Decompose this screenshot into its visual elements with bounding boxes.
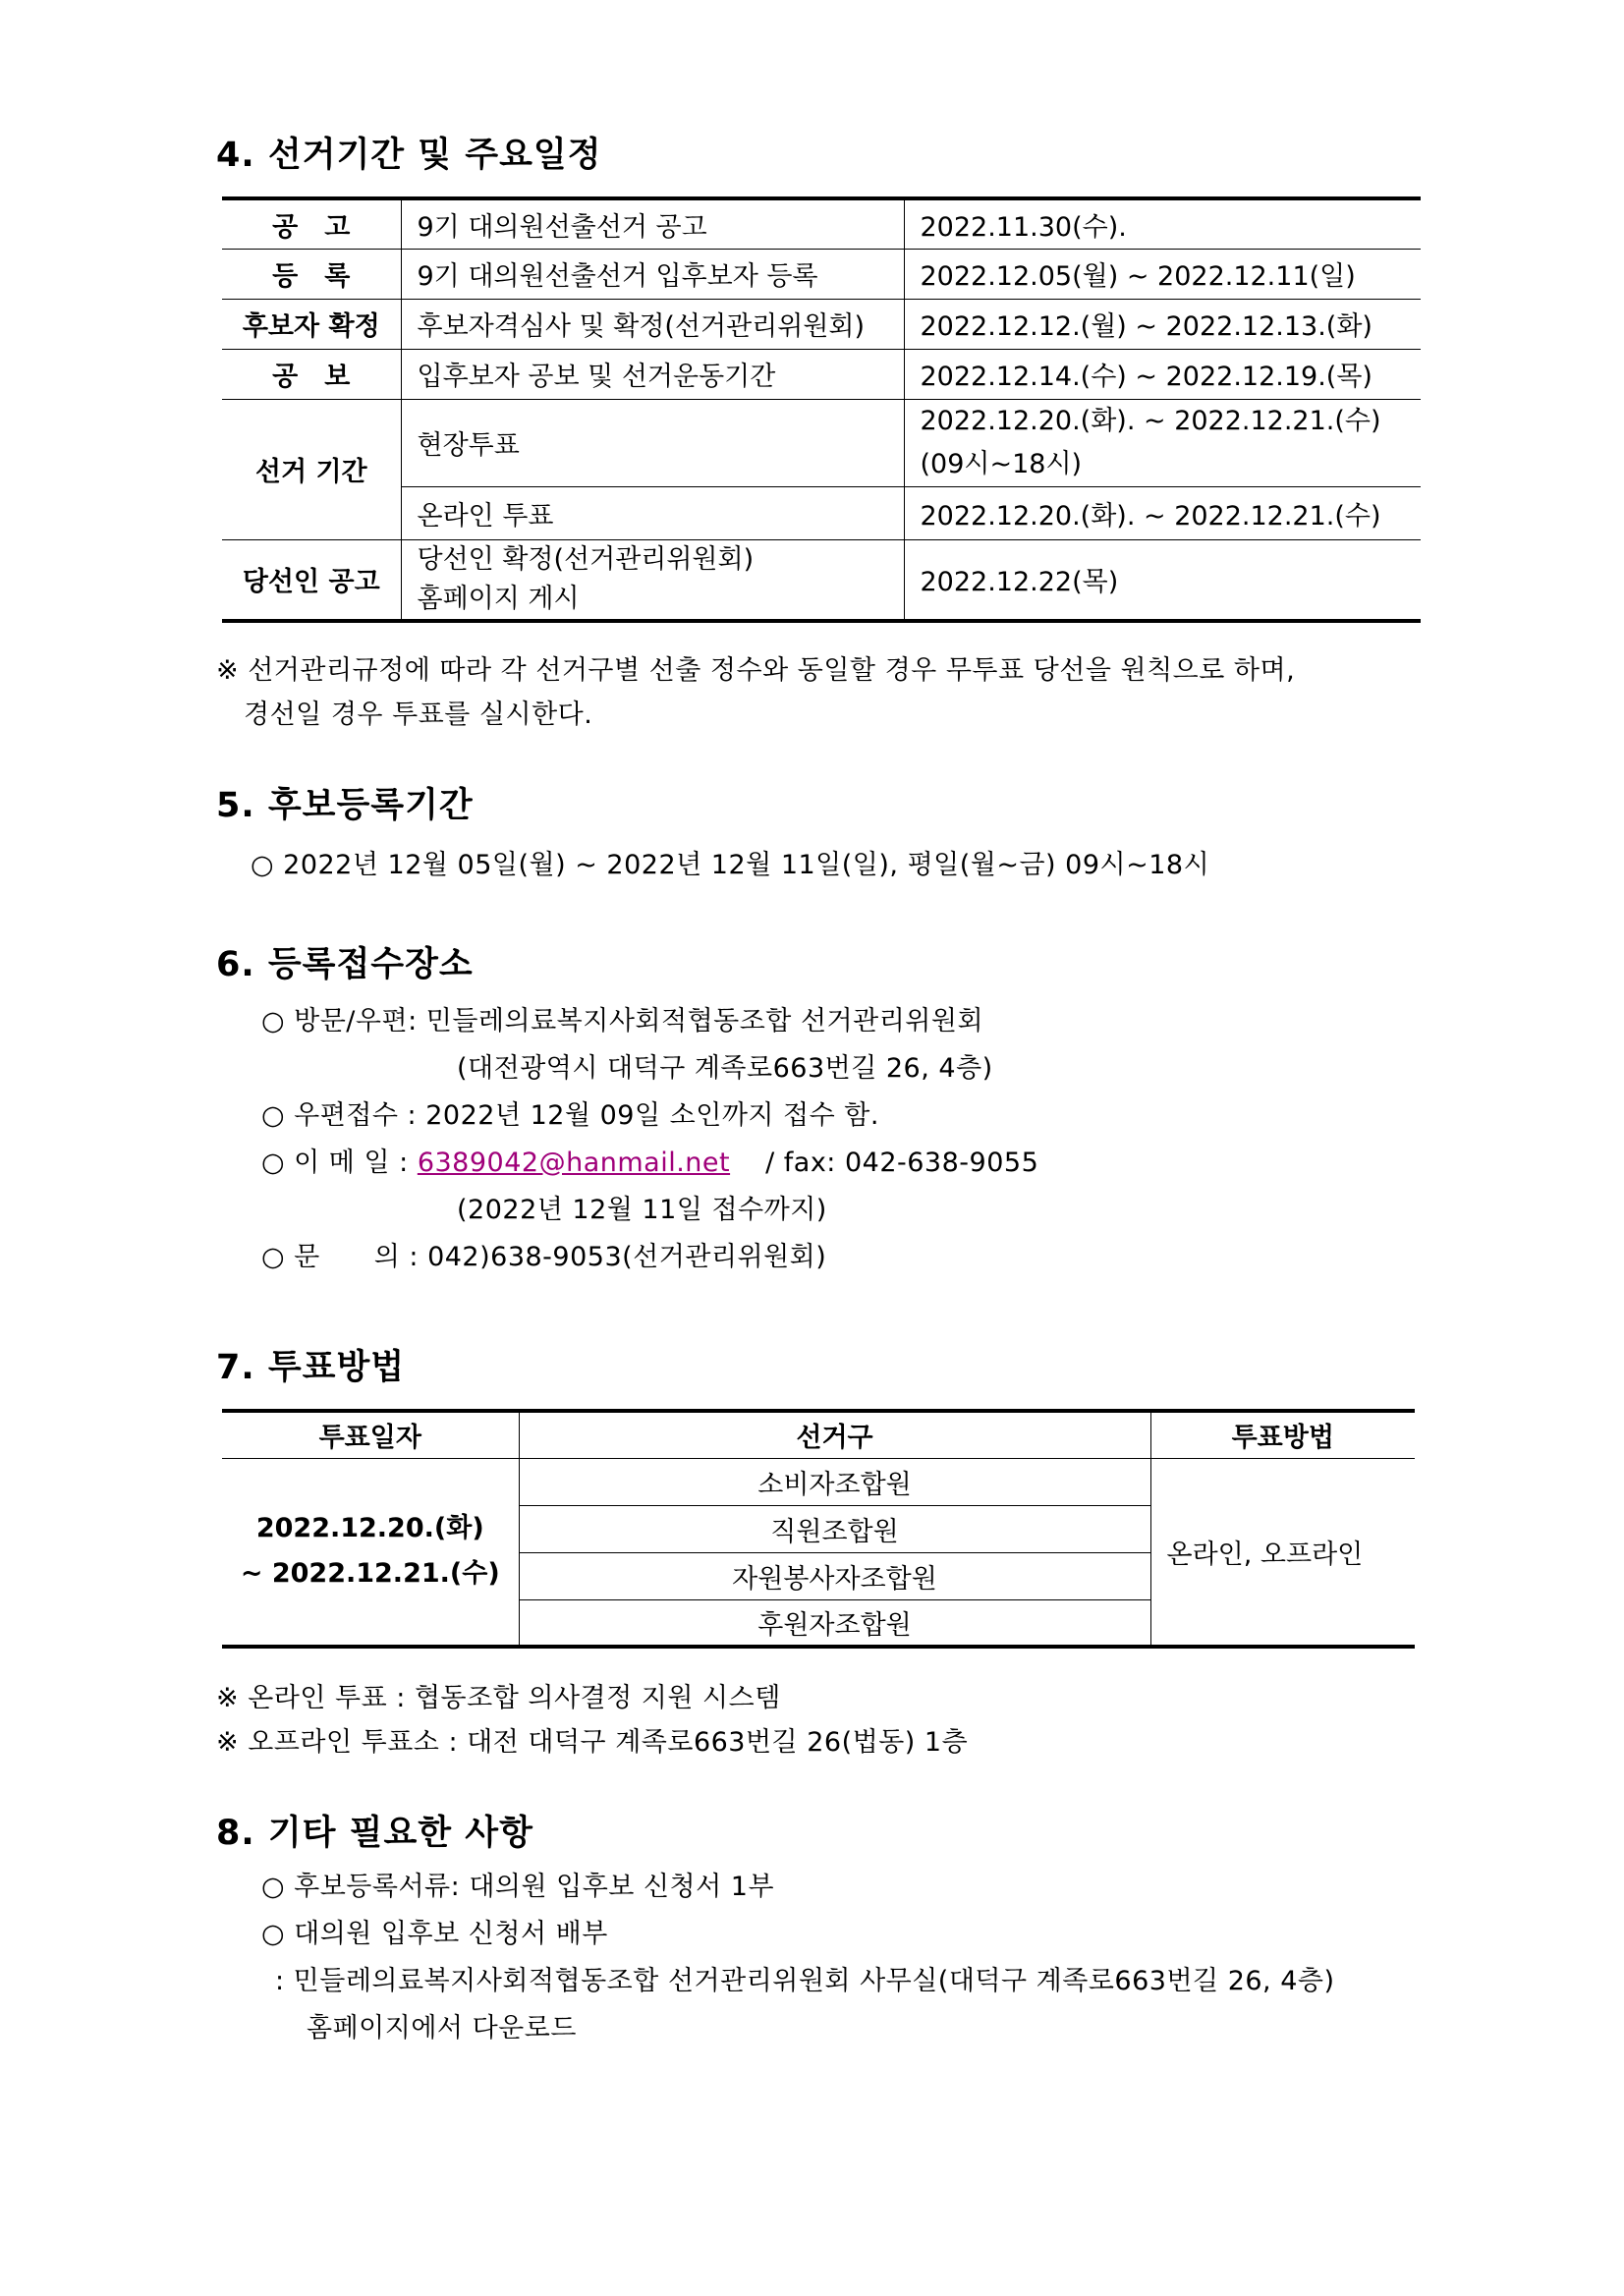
header-district: 선거구 — [519, 1411, 1150, 1458]
winner-desc — [401, 539, 904, 621]
winner-desc-line: 당선인 확정(선거관리위원회) — [417, 543, 755, 575]
row-desc: 후보자격심사 및 확정(선거관리위원회) — [401, 299, 904, 349]
district-cell: 소비자조합원 — [519, 1458, 1150, 1505]
election-note: 경선일 경우 투표를 실시한다. — [244, 700, 593, 730]
election-note: ※ 선거관리규정에 따라 각 선거구별 선출 정수와 동일할 경우 무투표 당선을 원칙으로 하며, — [216, 655, 1296, 686]
election-period-label: 선거 기간 — [222, 399, 401, 539]
onsite-vote-date — [904, 399, 1421, 486]
table-row — [222, 1458, 1415, 1505]
header-vote-method: 투표방법 — [1150, 1411, 1415, 1458]
inquiry-item: ○ 문 의 : 042)638-9053(선거관리위원회) — [261, 1242, 827, 1272]
other-item: ○ 후보등록서류: 대의원 입후보 신청서 1부 — [261, 1872, 775, 1902]
winner-date: 2022.12.22(목) — [904, 539, 1421, 621]
online-vote-date: 2022.12.20.(화). ~ 2022.12.21.(수) — [904, 486, 1421, 539]
table-row — [222, 299, 1421, 349]
vote-date-cell — [222, 1458, 519, 1647]
table-row — [222, 198, 1421, 249]
schedule-table — [222, 196, 1421, 623]
other-item: : 민들레의료복지사회적협동조합 선거관리위원회 사무실(대덕구 계족로663번길 26, 4층) — [275, 1966, 1335, 1996]
table-row — [222, 486, 1421, 539]
other-item: ○ 대의원 입후보 신청서 배부 — [261, 1919, 608, 1949]
voting-method-table — [222, 1409, 1415, 1649]
table-row — [222, 399, 1421, 486]
table-row — [222, 249, 1421, 299]
online-vote-note: ※ 온라인 투표 : 협동조합 의사결정 지원 시스템 — [216, 1683, 781, 1713]
row-label: 등 록 — [222, 249, 401, 299]
onsite-vote-hours: (09시~18시) — [920, 448, 1083, 479]
table-row — [222, 539, 1421, 621]
table-header-row — [222, 1411, 1415, 1458]
section-5-heading: 5. 후보등록기간 — [216, 786, 474, 825]
offline-vote-note: ※ 오프라인 투표소 : 대전 대덕구 계족로663번길 26(법동) 1층 — [216, 1727, 969, 1758]
mail-deadline-item: ○ 우편접수 : 2022년 12월 09일 소인까지 접수 함. — [261, 1100, 879, 1131]
district-cell: 자원봉사자조합원 — [519, 1552, 1150, 1599]
row-label: 후보자 확정 — [222, 299, 401, 349]
onsite-vote-date-line: 2022.12.20.(화). ~ 2022.12.21.(수) — [920, 405, 1381, 436]
email-label: ○ 이 메 일 : — [261, 1148, 418, 1178]
visit-address: (대전광역시 대덕구 계족로663번길 26, 4층) — [457, 1053, 993, 1084]
row-desc: 9기 대의원선출선거 입후보자 등록 — [401, 249, 904, 299]
fax-number: / fax: 042-638-9055 — [765, 1148, 1039, 1178]
row-label: 공 보 — [222, 349, 401, 399]
other-item: 홈페이지에서 다운로드 — [307, 2013, 577, 2044]
visit-mail-item: ○ 방문/우편: 민들레의료복지사회적협동조합 선거관리위원회 — [261, 1006, 984, 1036]
vote-method-cell: 온라인, 오프라인 — [1150, 1458, 1415, 1647]
vote-date-start: 2022.12.20.(화) — [255, 1513, 484, 1544]
row-desc: 9기 대의원선출선거 공고 — [401, 198, 904, 249]
onsite-vote-desc: 현장투표 — [401, 399, 904, 486]
registration-period: ○ 2022년 12월 05일(월) ~ 2022년 12월 11일(일), 평일(월~금) 09시~18시 — [251, 850, 1210, 880]
row-date: 2022.12.05(월) ~ 2022.12.11(일) — [904, 249, 1421, 299]
section-6-heading: 6. 등록접수장소 — [216, 945, 474, 984]
row-label: 공 고 — [222, 198, 401, 249]
table-row — [222, 349, 1421, 399]
row-date: 2022.12.12.(월) ~ 2022.12.13.(화) — [904, 299, 1421, 349]
section-8-heading: 8. 기타 필요한 사항 — [216, 1814, 533, 1853]
vote-date-end: ~ 2022.12.21.(수) — [240, 1558, 500, 1590]
email-item — [261, 1141, 1038, 1179]
winner-label: 당선인 공고 — [222, 539, 401, 621]
row-date: 2022.11.30(수). — [904, 198, 1421, 249]
online-vote-desc: 온라인 투표 — [401, 486, 904, 539]
section-4-heading: 4. 선거기간 및 주요일정 — [216, 136, 602, 175]
district-cell: 후원자조합원 — [519, 1599, 1150, 1647]
winner-desc-line: 홈페이지 게시 — [417, 583, 580, 614]
row-desc: 입후보자 공보 및 선거운동기간 — [401, 349, 904, 399]
district-cell: 직원조합원 — [519, 1505, 1150, 1552]
section-7-heading: 7. 투표방법 — [216, 1348, 406, 1387]
header-vote-date: 투표일자 — [222, 1411, 519, 1458]
email-note: (2022년 12월 11일 접수까지) — [457, 1195, 827, 1225]
email-link[interactable]: 6389042@hanmail.net — [417, 1148, 731, 1178]
row-date: 2022.12.14.(수) ~ 2022.12.19.(목) — [904, 349, 1421, 399]
